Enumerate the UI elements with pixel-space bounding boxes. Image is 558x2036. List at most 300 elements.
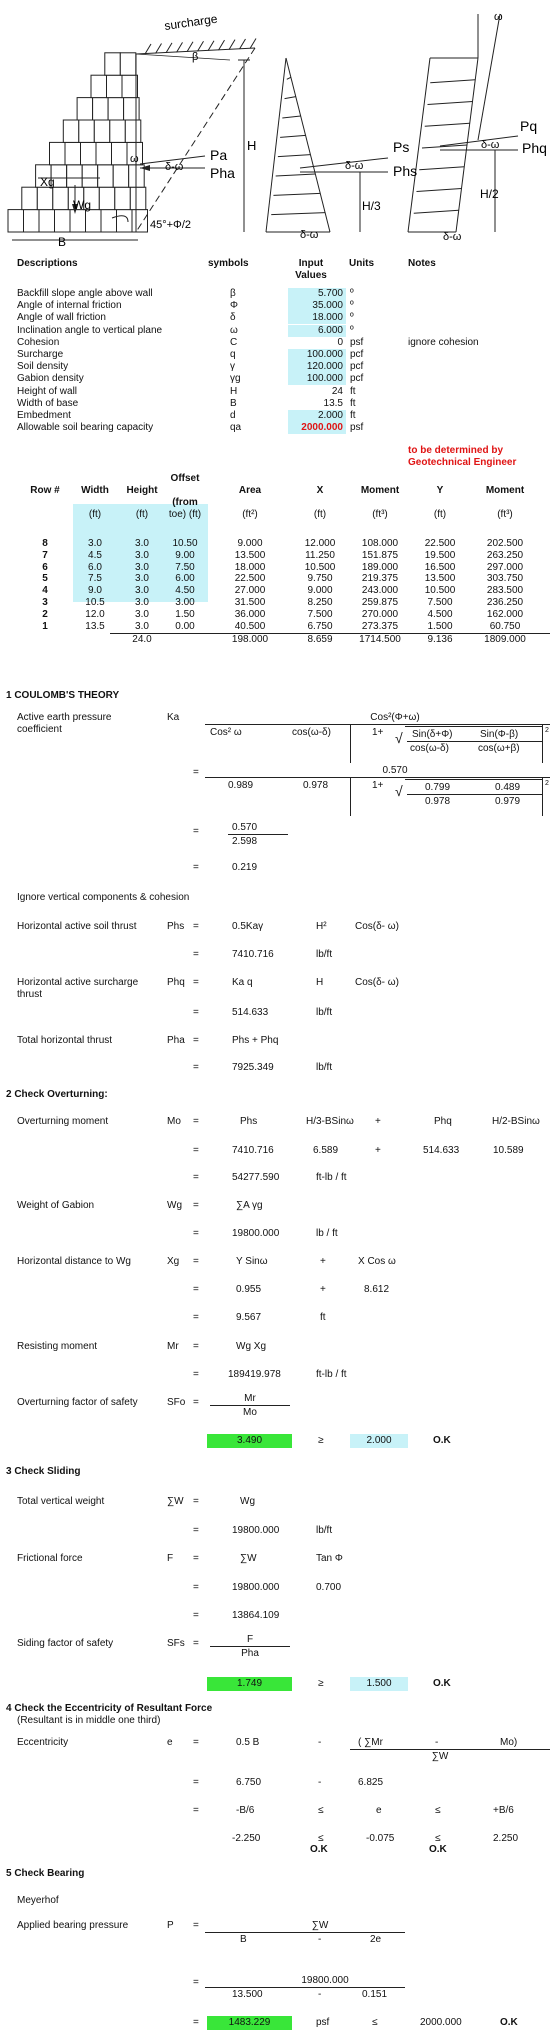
plus-1: + [375, 1116, 381, 1127]
table-cell: 4.50 [175, 585, 195, 597]
table-cell: 9.000 [307, 585, 333, 597]
eq-4: = [193, 921, 199, 932]
col-symbols: symbols [208, 258, 249, 269]
diagram-phs-label: Phs [393, 163, 418, 179]
table-cell: 108.000 [361, 538, 399, 549]
input-val[interactable]: 6.000 [288, 325, 346, 337]
sfo-ge: ≥ [318, 1435, 324, 1446]
f-v1: 19800.000 [232, 1582, 280, 1593]
input-sym: γg [230, 373, 241, 385]
check-left: -B/6 [236, 1805, 255, 1816]
p-symbol: P [167, 1920, 174, 1931]
w-unit: lb/ft [316, 1525, 333, 1536]
eq-29: = [193, 1805, 199, 1816]
input-unit: ft [350, 385, 356, 397]
sfs-label: Siding factor of safety [17, 1638, 114, 1649]
row-number: 7 [42, 549, 48, 561]
p-num-val: 19800.000 [301, 1975, 349, 1986]
sfs-symbol: SFs [167, 1638, 185, 1649]
input-sym: qa [230, 422, 242, 434]
table-cell: 27.000 [234, 585, 266, 597]
p-d2: 2e [370, 1934, 382, 1945]
eq-17: = [193, 1312, 199, 1323]
eq-30: = [193, 1920, 199, 1931]
diagram-xg-label: Xg [40, 175, 55, 189]
xg-f2: X Cos ω [358, 1256, 396, 1267]
diagram-pha-label: Pha [210, 165, 235, 181]
table-cell: 1.50 [175, 608, 195, 620]
e-fd: ∑W [431, 1751, 449, 1762]
eq-32: = [193, 2017, 199, 2028]
xg-value: 9.567 [236, 1312, 262, 1323]
eq-14: = [193, 1228, 199, 1239]
input-sym: δ [230, 312, 236, 324]
plus-2: + [375, 1145, 381, 1156]
phs-symbol: Phs [167, 921, 185, 932]
eq-5: = [193, 949, 199, 960]
pha-symbol: Pha [167, 1035, 185, 1046]
ka-rd2-val: 0.979 [495, 796, 521, 807]
mo-f1: Phs [240, 1116, 258, 1127]
table-cell: 273.375 [361, 620, 399, 632]
mo-unit: ft-lb / ft [316, 1172, 347, 1183]
phs-f3: Cos(δ- ω) [355, 921, 399, 932]
ka-formula-one: 1+ [372, 727, 384, 738]
p-d2-val: 0.151 [362, 1989, 388, 2000]
sfs-value: 1.749 [207, 1677, 292, 1691]
table-cell: 4.5 [88, 549, 102, 561]
row-table-unit: (ft) [135, 509, 149, 520]
w-formula: Wg [240, 1496, 255, 1507]
diagram-b-label: B [58, 235, 67, 249]
f-f2: Tan Φ [316, 1553, 343, 1564]
bearing-method: Meyerhof [17, 1895, 59, 1906]
table-cell: 0.00 [175, 620, 195, 632]
row-table-total: 9.136 [427, 634, 453, 645]
eq-6: = [193, 977, 199, 988]
ecc-ok-2: O.K [429, 1844, 447, 1855]
w-label: Total vertical weight [17, 1496, 105, 1507]
eq-21: = [193, 1496, 199, 1507]
diagram-phq-label: Phq [522, 140, 547, 156]
diagram-surcharge-label: surcharge [163, 11, 219, 33]
eq-10: = [193, 1116, 199, 1127]
p-allow: 2000.000 [420, 2017, 462, 2028]
table-cell: 13.500 [234, 549, 266, 561]
le-3: ≤ [318, 1833, 324, 1844]
le-4: ≤ [435, 1833, 441, 1844]
eq-24: = [193, 1582, 199, 1593]
table-cell: 263.250 [486, 549, 524, 561]
mo-symbol: Mo [167, 1116, 181, 1127]
row-table-unit: (ft) [433, 509, 447, 520]
sfo-value: 3.490 [207, 1434, 292, 1448]
col-descriptions: Descriptions [17, 258, 78, 269]
sfo-label: Overturning factor of safety [17, 1397, 138, 1408]
input-unit: pcf [350, 373, 364, 385]
row-table-header: Y [436, 485, 444, 496]
table-cell: 13.500 [424, 573, 456, 585]
table-cell: 10.50 [172, 538, 198, 549]
p-minus-2: - [318, 1989, 322, 2000]
e-v2: 6.825 [358, 1777, 384, 1788]
diagram-h-label: H [247, 138, 257, 153]
row-table-header: Moment [360, 485, 400, 496]
phs-f1: 0.5Kaγ [232, 921, 264, 932]
eq-25: = [193, 1610, 199, 1621]
input-unit: pcf [350, 361, 364, 373]
row-number: 1 [42, 620, 48, 632]
mr-label: Resisting moment [17, 1341, 98, 1352]
table-cell: 10.500 [424, 585, 456, 597]
col-input-values: Input Values [295, 258, 327, 281]
table-cell: 9.750 [307, 573, 333, 585]
phq-f2: H [316, 977, 324, 988]
input-desc: Width of base [17, 397, 79, 409]
row-table-total: 1809.000 [484, 634, 526, 645]
ecc-ok-1: O.K [310, 1844, 328, 1855]
input-desc: Surcharge [17, 349, 64, 360]
table-cell: 13.5 [85, 620, 105, 632]
retaining-wall-diagram [0, 0, 558, 250]
eq-31: = [193, 1977, 199, 1988]
eq-26: = [193, 1638, 199, 1649]
input-val[interactable]: 100.000 [288, 373, 346, 385]
table-cell: 3.0 [135, 585, 149, 597]
row-table-total: 8.659 [307, 634, 333, 645]
table-cell: 236.250 [486, 597, 524, 608]
check-mid: e [376, 1805, 382, 1816]
section1-title: 1 COULOMB'S THEORY [6, 690, 120, 701]
e-minus-1: - [318, 1737, 322, 1748]
input-val[interactable]: 100.000 [288, 349, 346, 361]
input-sym: q [230, 349, 236, 360]
plus-3: + [320, 1256, 326, 1267]
row-table-unit: (ft³) [372, 509, 388, 520]
sfs-den: Pha [241, 1648, 259, 1659]
le-2: ≤ [435, 1805, 441, 1816]
eq-23: = [193, 1553, 199, 1564]
diagram-h3-label: H/3 [362, 199, 381, 213]
mo-f3: Phq [434, 1116, 452, 1127]
e-minus-2: - [435, 1737, 439, 1748]
ignore-note: Ignore vertical components & cohesion [17, 892, 190, 903]
geotech-note-line1: to be determined by [408, 445, 504, 456]
table-cell: 22.500 [234, 573, 266, 585]
ka-formula-d2: cos(ω-δ) [292, 727, 331, 738]
wg-symbol: Wg [167, 1200, 182, 1211]
pha-formula: Phs + Phq [232, 1035, 279, 1046]
input-unit: º [350, 324, 354, 336]
check-left-val: -2.250 [232, 1833, 261, 1844]
table-cell: 7.500 [427, 597, 453, 608]
ka-simp-num: 0.570 [232, 822, 258, 833]
input-val[interactable]: 18.000 [288, 312, 346, 324]
pha-unit: lb/ft [316, 1062, 333, 1073]
mr-value: 189419.978 [228, 1369, 281, 1380]
eq-8: = [193, 1035, 199, 1046]
pha-label: Total horizontal thrust [17, 1035, 113, 1046]
p-ok: O.K [500, 2017, 518, 2028]
mo-v3: 514.633 [423, 1145, 460, 1156]
ka-simp-den: 2.598 [232, 836, 258, 847]
diagram-delta-omega-4-label: δ-ω [481, 139, 500, 151]
input-desc: Embedment [17, 410, 71, 421]
table-cell: 3.0 [135, 573, 149, 585]
table-cell: 3.0 [88, 538, 102, 549]
table-cell: 16.500 [424, 561, 456, 573]
ka-rn2-val: 0.489 [495, 782, 521, 793]
e-label: Eccentricity [17, 1737, 69, 1748]
diagram-angle-label: 45°+Φ/2 [150, 219, 192, 231]
row-number: 6 [42, 561, 48, 573]
table-cell: 4.500 [427, 608, 453, 620]
row-table-header: X [316, 485, 324, 496]
table-cell: 12.000 [304, 538, 336, 549]
section5-title: 5 Check Bearing [6, 1868, 85, 1879]
wg-label: Weight of Gabion [17, 1200, 95, 1211]
xg-f1: Y Sinω [236, 1256, 268, 1267]
sfs-num: F [246, 1634, 254, 1645]
e-minus-3: - [318, 1777, 322, 1788]
input-desc: Allowable soil bearing capacity [17, 422, 154, 434]
e-symbol: e [167, 1737, 173, 1748]
table-cell: 6.00 [175, 573, 195, 585]
table-cell: 10.500 [304, 561, 336, 573]
w-symbol: ∑W [167, 1496, 184, 1507]
eq-16: = [193, 1284, 199, 1295]
p-label: Applied bearing pressure [17, 1920, 129, 1931]
sfo-ok: O.K [433, 1435, 451, 1446]
p-d1: B [240, 1934, 247, 1945]
table-cell: 7.500 [307, 608, 333, 620]
table-cell: 9.00 [175, 549, 195, 561]
input-val[interactable]: 13.5 [323, 397, 343, 409]
diagram-pq-label: Pq [520, 118, 538, 134]
phs-unit: lb/ft [316, 949, 333, 960]
table-cell: 3.0 [135, 620, 149, 632]
wg-value: 19800.000 [232, 1228, 280, 1239]
table-cell: 3.0 [135, 549, 149, 561]
row-table-header: Offset [170, 473, 200, 484]
table-cell: 3.0 [135, 608, 149, 620]
input-sym: Φ [230, 300, 238, 312]
table-cell: 60.750 [489, 620, 521, 632]
diagram-delta-omega-3-label: δ-ω [300, 229, 319, 241]
row-table-header: Row # [30, 485, 60, 496]
p-minus: - [318, 1934, 322, 1945]
input-unit: psf [350, 422, 364, 434]
sfo-required: 2.000 [350, 1434, 408, 1448]
mo-v1: 7410.716 [232, 1145, 274, 1156]
phs-f2: H² [316, 921, 327, 932]
input-unit: º [350, 300, 354, 312]
input-sym: H [230, 385, 238, 397]
row-table-header: Moment [485, 485, 525, 496]
sfs-ge: ≥ [318, 1678, 324, 1689]
f-symbol: F [167, 1553, 174, 1564]
input-val[interactable]: 0 [337, 336, 343, 348]
input-val[interactable]: 35.000 [288, 300, 346, 312]
table-cell: 202.500 [486, 538, 524, 549]
check-mid-val: -0.075 [366, 1833, 395, 1844]
eq-2: = [193, 826, 199, 837]
sfo-den: Mo [243, 1407, 257, 1418]
p-num: ∑W [311, 1920, 329, 1931]
table-cell: 270.000 [361, 608, 399, 620]
input-sym: ω [230, 324, 238, 336]
table-cell: 18.000 [234, 561, 266, 573]
f-v2: 0.700 [316, 1582, 342, 1593]
table-cell: 151.875 [361, 549, 399, 561]
e-f1: 0.5 B [236, 1737, 260, 1748]
diagram-omega-2-label: ω [494, 11, 503, 23]
mr-formula: Wg Xg [236, 1341, 267, 1352]
ka-formula-num: Cos²(Φ+ω) [370, 712, 420, 723]
e-v1: 6.750 [236, 1777, 262, 1788]
row-table-unit: (ft³) [497, 509, 513, 520]
table-cell: 6.0 [88, 561, 102, 573]
input-val[interactable]: 5.700 [288, 288, 346, 300]
table-cell: 162.000 [486, 608, 524, 620]
input-desc: Cohesion [17, 336, 60, 348]
input-desc: Soil density [17, 361, 69, 373]
ka-symbol: Ka [167, 712, 180, 723]
ka-formula-sq: 2 [545, 727, 549, 734]
ka-rn1-val: 0.799 [425, 782, 451, 793]
mr-unit: ft-lb / ft [316, 1369, 347, 1380]
table-cell: 22.500 [424, 538, 456, 549]
sfs-ok: O.K [433, 1678, 451, 1689]
eq-19: = [193, 1369, 199, 1380]
wg-unit: lb / ft [316, 1228, 338, 1239]
e-fn3: Mo) [500, 1737, 518, 1748]
table-cell: 189.000 [361, 561, 399, 573]
table-cell: 12.0 [85, 608, 105, 620]
eq-9: = [193, 1062, 199, 1073]
f-value: 13864.109 [232, 1610, 280, 1621]
table-cell: 40.500 [234, 620, 266, 632]
w-value: 19800.000 [232, 1525, 280, 1536]
ka-d1-val: 0.989 [228, 780, 254, 791]
phq-symbol: Phq [167, 977, 185, 988]
geotech-note-line2: Geotechnical Engineer [408, 457, 517, 468]
table-cell: 3.0 [135, 561, 149, 573]
table-cell: 11.250 [305, 549, 335, 561]
input-sym: B [230, 397, 237, 409]
mo-value: 54277.590 [232, 1172, 280, 1183]
eq-27: = [193, 1737, 199, 1748]
ka-d2-val: 0.978 [303, 780, 329, 791]
eq-3: = [193, 862, 199, 873]
input-unit: psf [350, 336, 364, 348]
phq-f1: Ka q [232, 977, 253, 988]
table-cell: 259.875 [361, 597, 399, 608]
table-cell: 19.500 [424, 549, 456, 561]
eq-11: = [193, 1145, 199, 1156]
p-value: 1483.229 [207, 2016, 292, 2030]
f-f1: ∑W [240, 1553, 257, 1564]
xg-unit: ft [320, 1312, 326, 1323]
diagram-delta-omega-5-label: δ-ω [443, 231, 462, 243]
p-le: ≤ [372, 2017, 378, 2028]
col-notes: Notes [408, 258, 436, 269]
ka-rd1-val: 0.978 [425, 796, 451, 807]
input-desc: Gabion density [17, 373, 84, 385]
ka-value: 0.219 [232, 862, 258, 873]
section2-title: 2 Check Overturning: [6, 1089, 108, 1100]
eq-7: = [193, 1007, 199, 1018]
phq-value: 514.633 [232, 1007, 269, 1018]
input-val[interactable]: 24 [331, 385, 343, 397]
mo-f2: H/3-BSinω [306, 1116, 354, 1127]
input-desc: Angle of internal friction [17, 300, 122, 312]
table-cell: 9.0 [88, 585, 102, 597]
input-sym: β [230, 288, 236, 299]
ka-formula-rd2: cos(ω+β) [478, 743, 520, 754]
section3-title: 3 Check Sliding [6, 1466, 81, 1477]
table-cell: 7.5 [88, 573, 102, 585]
row-table-total: 24.0 [132, 634, 152, 645]
diagram-delta-omega-2-label: δ-ω [345, 160, 364, 172]
check-right-val: 2.250 [493, 1833, 519, 1844]
table-cell: 10.5 [85, 597, 105, 608]
ka-val-sq: 2 [545, 780, 549, 787]
mo-f4: H/2-BSinω [492, 1116, 540, 1127]
table-cell: 7.50 [175, 561, 195, 573]
xg-symbol: Xg [167, 1256, 180, 1267]
input-unit: º [350, 312, 354, 324]
eq-12: = [193, 1172, 199, 1183]
row-table-header: Width [81, 485, 109, 496]
table-cell: 3.00 [175, 597, 195, 608]
mo-v2: 6.589 [313, 1145, 339, 1156]
table-cell: 303.750 [486, 573, 524, 585]
table-cell: 6.750 [307, 620, 333, 632]
input-note: ignore cohesion [408, 336, 479, 348]
ka-formula-rd1: cos(ω-δ) [410, 743, 449, 754]
input-unit: ft [350, 397, 356, 409]
row-table-unit: toe) (ft) [168, 509, 202, 520]
row-table-unit: (ft) [313, 509, 327, 520]
table-cell: 31.500 [234, 597, 266, 608]
eq-22: = [193, 1525, 199, 1536]
input-sym: C [230, 336, 238, 348]
e-fn1: ( ∑Mr [358, 1737, 383, 1748]
sfo-symbol: SFo [167, 1397, 186, 1408]
phq-f3: Cos(δ- ω) [355, 977, 399, 988]
row-number: 5 [42, 573, 48, 585]
table-cell: 1.500 [427, 620, 453, 632]
input-sym: d [230, 410, 236, 421]
check-right: +B/6 [493, 1805, 514, 1816]
input-desc: Backfill slope angle above wall [17, 288, 153, 299]
ka-one-val: 1+ [372, 780, 384, 791]
diagram-omega-label: ω [130, 153, 139, 165]
input-sym: γ [230, 361, 235, 373]
pha-value: 7925.349 [232, 1062, 274, 1073]
plus-4: + [320, 1284, 326, 1295]
eq-20: = [193, 1397, 199, 1408]
table-cell: 243.000 [361, 585, 399, 597]
row-table-unit: (ft²) [242, 509, 258, 520]
input-val[interactable]: 120.000 [288, 361, 346, 373]
phq-unit: lb/ft [316, 1007, 333, 1018]
phq-label-2: thrust [17, 989, 43, 1000]
row-number: 8 [42, 538, 48, 549]
input-val[interactable]: 2.000 [288, 410, 346, 422]
input-val[interactable]: 2000.000 [288, 422, 346, 434]
